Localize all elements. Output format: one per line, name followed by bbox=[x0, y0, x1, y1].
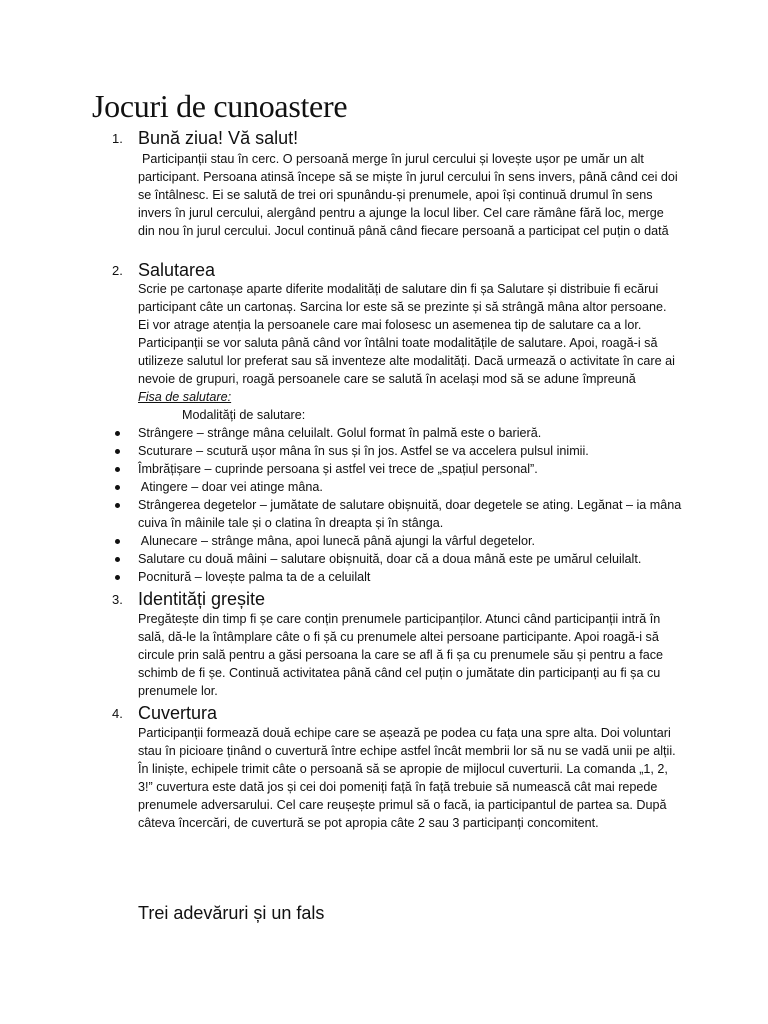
section-1-body: Participanții stau în cerc. O persoană merge în jurul cercului și lovește ușor pe umăr un alt participant. Persoana atinsă începe să se miște în jurul cercului în sens invers, până când cei doi se întâlnesc. Ei se salută de trei ori spunându-și prenumele, apoi își continuă drumul în sens invers în jurul cercului, alergând pentru a ajunge la locul liber. Cel care rămâne fără loc, merge din nou în jurul cercului. Jocul continuă până când fiecare persoană a participat cel puțin o dată bbox=[138, 152, 678, 238]
section-2-body: Scrie pe cartonașe aparte diferite modalități de salutare din fi șa Salutare și distribuie fi ecărui participant câte un cartonaș. Sarcina lor este să se prezinte și să strângă mâna altor persoane. Ei vor atrage atenția la persoanele care mai folosesc un asemenea tip de salutare ca a lor. Participanții se vor saluta până când vor întâlni toate modalitățile de salutare. Apoi, roagă-i să utilizeze salutul lor preferat sau să inventeze alte modalități. Dacă urmează o activitate în care ai nevoie de grupuri, roagă persoanele care se salută în același mod să se adune împreună bbox=[138, 282, 675, 386]
list-item: Pocnitură – lovește palma ta de a celuilalt bbox=[112, 568, 692, 586]
bullet-icon bbox=[115, 431, 120, 436]
section-title: Cuvertura bbox=[138, 703, 218, 723]
list-item: Strângerea degetelor – jumătate de salutare obișnuită, doar degetele se ating. Legănat – ia mâna cuiva în mâinile tale și o clatina în dreapta și în stânga. bbox=[112, 496, 692, 532]
fisa-label: Fisa de salutare: bbox=[138, 390, 232, 404]
list-item: Îmbrățișare – cuprinde persoana și astfel vei trece de „spațiul personal”. bbox=[112, 460, 692, 478]
section-number: 2. bbox=[112, 263, 123, 278]
section-3-body: Pregătește din timp fi șe care conțin prenumele participanților. Atunci când participanții intră în sală, dă-le la întâmplare câte o fi șă cu prenumele altei persoane participante. Apoi roagă-i să circule prin sală pentru a găsi persoana la care se afl ă fi șa cu prenumele său și pentru a face schimb de fi șe. Continuă activitatea până când cel puțin o jumătate din participanți au fi șa cu prenumele lor. bbox=[138, 612, 664, 698]
list-item: Alunecare – strânge mâna, apoi lunecă până ajungi la vârful degetelor. bbox=[112, 532, 692, 550]
section-4-body: Participanții formează două echipe care se așează pe podea cu fața una spre alta. Doi voluntari stau în picioare ținând o cuvertură între echipe astfel încât membrii lor să nu se vadă unii pe alții. În liniște, echipele trimit câte o persoană să se apropie de mijlocul cuverturii. La comanda „1, 2, 3!” cuvertura este dată jos și cei doi pomeniți față în față trebuie să numească cât mai repede prenumele adversarului. Cel care reușește primul să o facă, ia participantul de partea sa. După câteva încercări, de cuvertură se pot apropia câte 2 sau 3 participanți concomitent. bbox=[138, 726, 676, 830]
bullet-icon bbox=[115, 557, 120, 562]
bullet-icon bbox=[115, 575, 120, 580]
section-number: 3. bbox=[112, 592, 123, 607]
bullet-icon bbox=[115, 539, 120, 544]
document-title: Jocuri de cunoastere bbox=[92, 88, 348, 124]
bullet-icon bbox=[115, 467, 120, 472]
list-item: Atingere – doar vei atinge mâna. bbox=[112, 478, 692, 496]
next-section-heading: Trei adevăruri și un fals bbox=[138, 903, 325, 923]
section-title: Identități greșite bbox=[138, 589, 266, 609]
section-title: Bună ziua! Vă salut! bbox=[138, 128, 299, 148]
modalities-label: Modalități de salutare: bbox=[182, 408, 306, 422]
section-number: 1. bbox=[112, 131, 123, 146]
section-number: 4. bbox=[112, 706, 123, 721]
section-title: Salutarea bbox=[138, 260, 216, 280]
bullet-icon bbox=[115, 449, 120, 454]
bullet-icon bbox=[115, 485, 120, 490]
bullet-icon bbox=[115, 503, 120, 508]
list-item: Scuturare – scutură ușor mâna în sus și în jos. Astfel se va accelera pulsul inimii. bbox=[112, 442, 692, 460]
greeting-list bbox=[112, 424, 692, 586]
list-item: Salutare cu două mâini – salutare obișnuită, doar că a doua mână este pe umărul celuilalt. bbox=[112, 550, 692, 568]
list-item: Strângere – strânge mâna celuilalt. Golul format în palmă este o barieră. bbox=[112, 424, 692, 442]
